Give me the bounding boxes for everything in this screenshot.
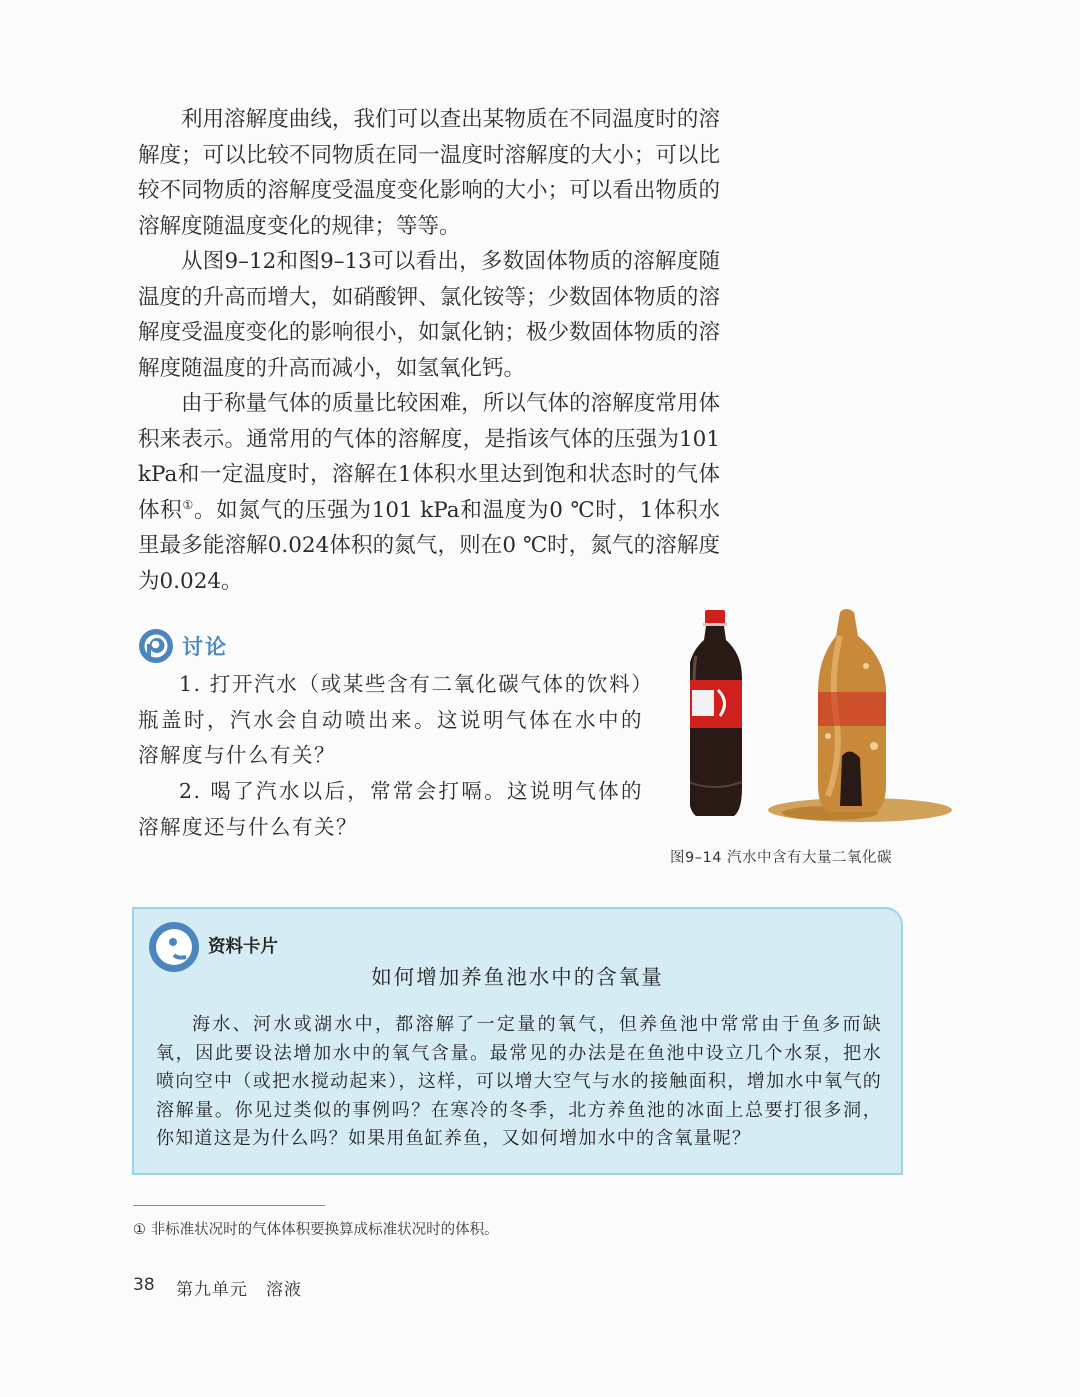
body-paragraph-1: 利用溶解度曲线，我们可以查出某物质在不同温度时的溶解度；可以比较不同物质在同一温度时溶解度的大小；可以比较不同物质的溶解度受温度变化影响的大小；可以看出物质的溶解度随温度变化的规律；等等。 [138,107,720,239]
body-paragraph-3 [138,386,720,599]
discussion-icon [138,628,174,664]
info-card-label: 资料卡片 [208,937,278,957]
figure-caption: 图9–14 汽水中含有大量二氧化碳 [670,850,893,866]
foaming-cola-bottle [768,609,952,822]
paragraph-3-text-b: 。如氮气的压强为101 kPa和温度为0 ℃时，1体积水里最多能溶解0.024体积的氮气，则在0 ℃时，氮气的溶解度为0.024。 [138,497,720,594]
sealed-cola-bottle [690,610,742,816]
chapter-title: 第九单元 溶液 [176,1280,302,1300]
discussion-question-2: 2. 喝了汽水以后，常常会打嗝。这说明气体的溶解度还与什么有关？ [138,779,643,839]
discussion-heading [138,628,228,664]
page-number: 38 [133,1275,155,1295]
footnote: ① 非标准状况时的气体体积要换算成标准状况时的体积。 [133,1222,499,1238]
body-paragraph-2: 从图9–12和图9–13可以看出，多数固体物质的溶解度随温度的升高而增大，如硝酸钾、氯化铵等；少数固体物质的溶解度受温度变化的影响很小，如氯化钠；极少数固体物质的溶解度随温度的升高而减小，如氢氧化钙。 [138,249,720,381]
footnote-divider [133,1205,325,1206]
info-card-body: 海水、河水或湖水中，都溶解了一定量的氧气，但养鱼池中常常由于鱼多而缺氧，因此要设法增加水中的氧气含量。最常见的办法是在鱼池中设立几个水泵，把水喷向空中（或把水搅动起来），这样，可以增大空气与水的接触面积，增加水中氧气的溶解量。你见过类似的事例吗？在寒冷的冬季，北方养鱼池的冰面上总要打很多洞，你知道这是为什么吗？如果用鱼缸养鱼，又如何增加水中的含氧量呢？ [156,1014,882,1150]
footnote-ref-mark: ① [182,497,194,512]
discussion-title: 讨论 [182,635,228,659]
info-card-title: 如何增加养鱼池水中的含氧量 [371,965,664,989]
paragraph-3-text-a: 由于称量气体的质量比较困难，所以气体的溶解度常用体积来表示。通常用的气体的溶解度，是指该气体的压强为101 kPa和一定温度时，溶解在1体积水里达到饱和状态时的气体体积 [138,391,720,523]
discussion-question-1: 1. 打开汽水（或某些含有二氧化碳气体的饮料）瓶盖时，汽水会自动喷出来。这说明气体在水中的溶解度与什么有关？ [138,672,643,767]
cola-bottles-photo [690,606,952,828]
